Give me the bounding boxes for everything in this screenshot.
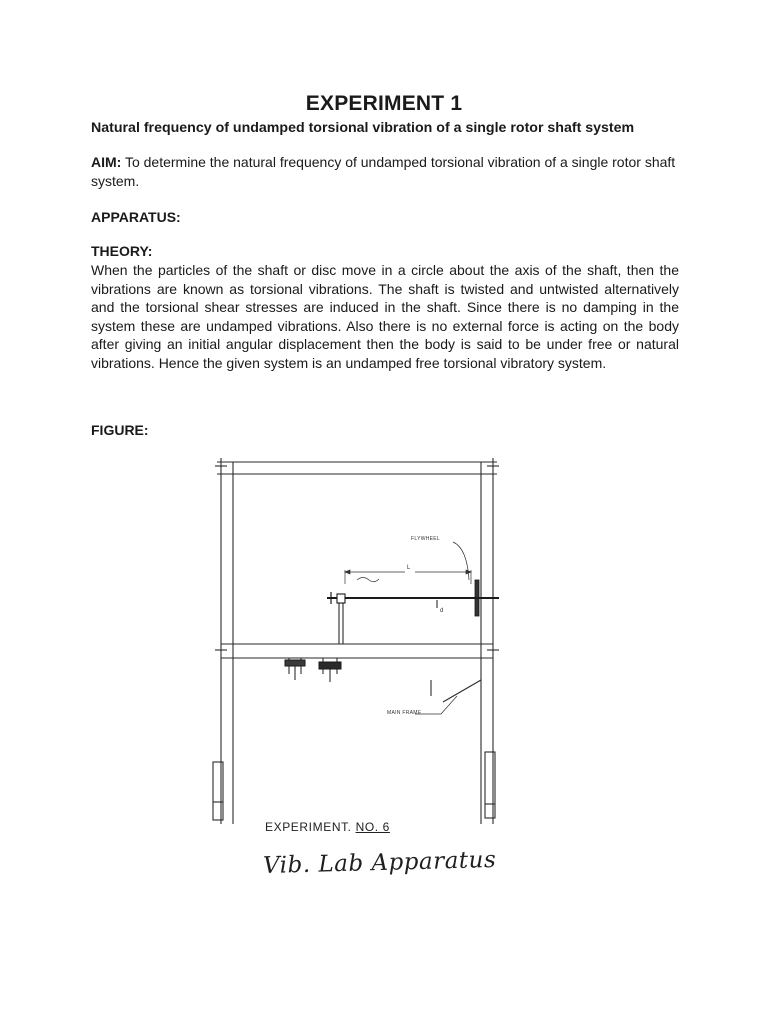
page-title: EXPERIMENT 1 xyxy=(305,92,463,115)
aim-paragraph xyxy=(91,153,679,190)
caption-experiment-word: EXPERIMENT. xyxy=(265,820,352,834)
aim-text: To determine the natural frequency of undamped torsional vibration of a single rotor shaft system. xyxy=(91,154,676,189)
experiment-subtitle: Natural frequency of undamped torsional vibration of a single rotor shaft system xyxy=(91,120,635,136)
flywheel-label: FLYWHEEL xyxy=(411,536,440,542)
caption-experiment-number: NO. 6 xyxy=(355,820,390,834)
figure-caption-handwritten: Vib. Lab Apparatus xyxy=(262,846,497,880)
aim-label: AIM: xyxy=(91,154,122,170)
theory-heading: THEORY: xyxy=(91,243,153,259)
length-label: L xyxy=(407,565,411,571)
figure-caption-experiment xyxy=(265,820,390,834)
theory-paragraph: When the particles of the shaft or disc move in a circle about the axis of the shaft, then the vibrations are known as torsional vibrations. The shaft is twisted and untwisted alternatively and the torsional shear stresses are induced in the shaft. Since there is no damping in the system these are undamped vibrations. Also there is no external force is acting on the body after giving an initial angular displacement then the body is said to be under free or natural vibrations. Hence the given system is an undamped free torsional vibratory system. xyxy=(91,262,679,371)
apparatus-heading: APPARATUS: xyxy=(91,209,181,225)
main-frame-label: MAIN FRAME xyxy=(387,710,422,716)
diameter-label: d xyxy=(440,608,444,614)
figure-heading: FIGURE: xyxy=(91,422,149,438)
